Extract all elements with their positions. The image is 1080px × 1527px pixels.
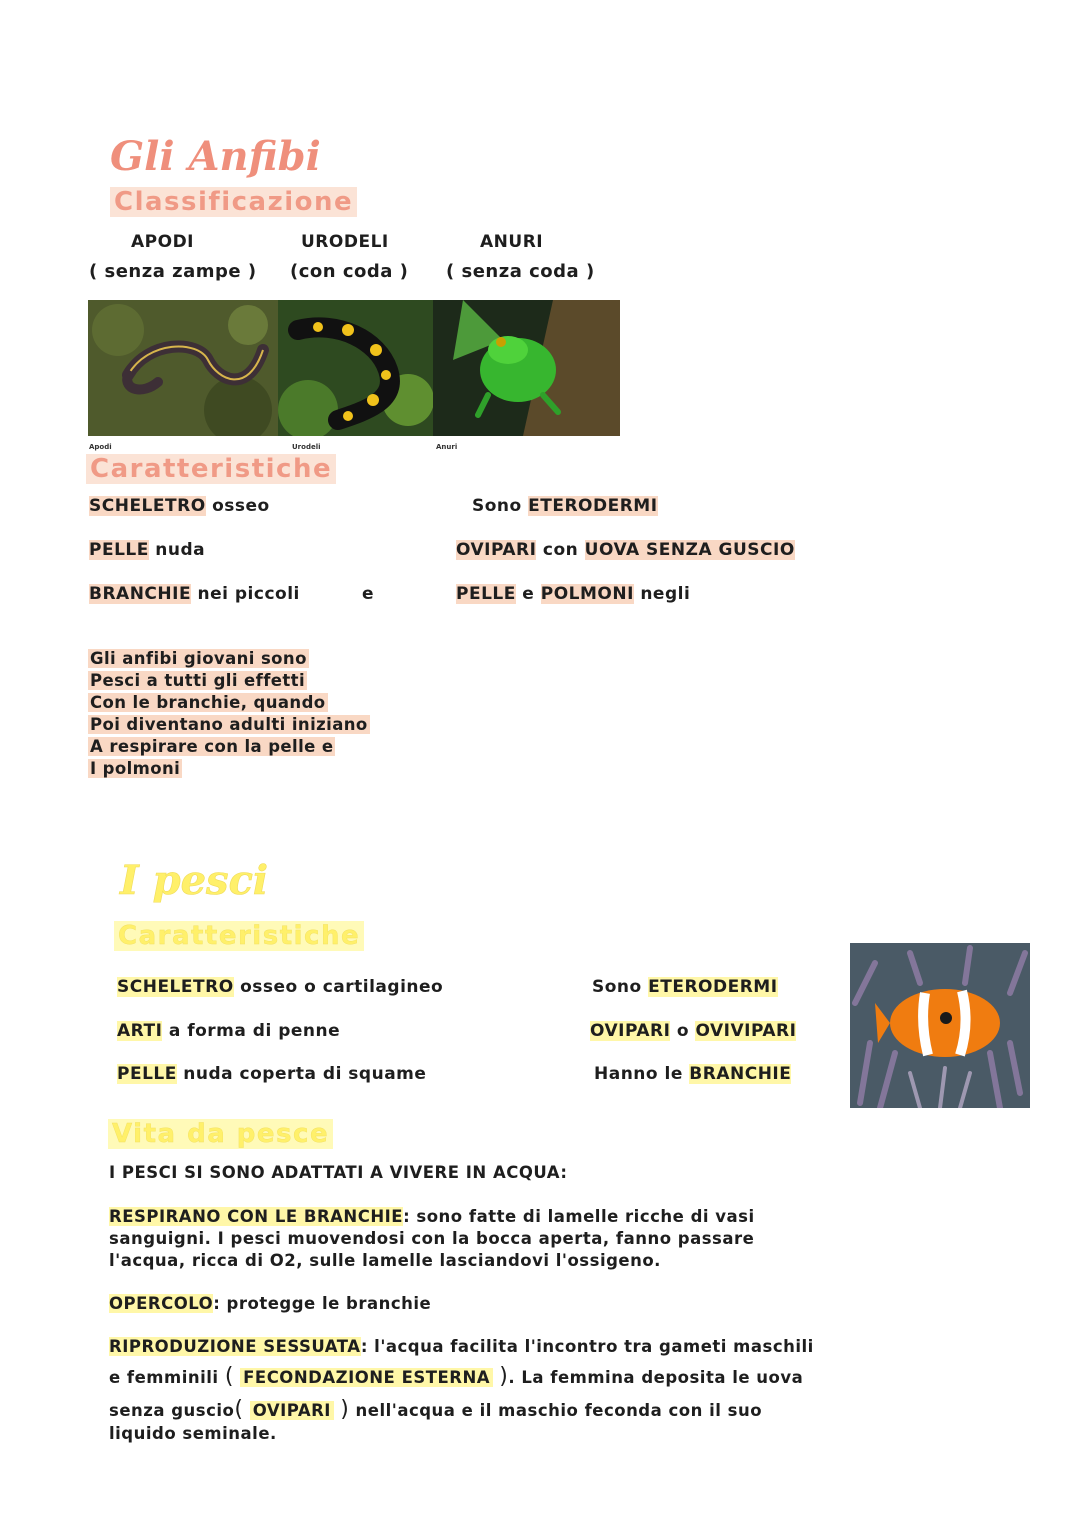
pesci-skin: PELLE nuda coperta di squame	[117, 1064, 427, 1084]
group-name-anuri: ANURI	[480, 232, 544, 252]
pesci-title: I pesci	[120, 857, 269, 904]
paragraph-reproduction-line3: senza guscio( OVIPARI ) nell'acqua e il maschio feconda con il suo	[109, 1397, 763, 1422]
urodeli-photo	[278, 300, 433, 436]
anfibi-gills: BRANCHIE nei piccoli	[89, 584, 300, 604]
paragraph-operculum: OPERCOLO: protegge le branchie	[109, 1294, 432, 1313]
classification-heading: Classificazione	[110, 187, 357, 217]
group-desc-apodi: ( senza zampe )	[89, 261, 257, 282]
pesci-reproduction-type: OVIPARI o OVIVIPARI	[590, 1021, 797, 1041]
life-heading: Vita da pesce	[108, 1119, 333, 1149]
paragraph-breathing: RESPIRANO CON LE BRANCHIE: sono fatte di lamelle ricche di vasi sanguigni. I pesci muovendosi con la bocca aperta, fanno passare l'acqua, ricca di O2, sulle lamelle lasciandovi l'ossigeno.	[109, 1207, 755, 1270]
clownfish-photo	[850, 943, 1030, 1108]
anfibi-characteristics-heading: Caratteristiche	[86, 454, 336, 484]
pesci-gills: Hanno le BRANCHIE	[594, 1064, 792, 1084]
caption-apodi: Apodi	[89, 443, 112, 451]
pesci-heterodermi: Sono ETERODERMI	[592, 977, 778, 997]
anfibi-oviparous: OVIPARI con UOVA SENZA GUSCIO	[456, 540, 795, 560]
group-desc-anuri: ( senza coda )	[446, 261, 595, 282]
caption-anuri: Anuri	[436, 443, 458, 451]
pesci-characteristics-heading: Caratteristiche	[114, 921, 364, 951]
anfibi-conj: e	[362, 584, 375, 604]
anfibi-heterodermi: Sono ETERODERMI	[472, 496, 658, 516]
anfibi-title: Gli Anfibi	[110, 133, 321, 180]
paragraph-reproduction-line4: liquido seminale.	[109, 1424, 277, 1443]
anfibi-skin: PELLE nuda	[89, 540, 206, 560]
paragraph-reproduction-line2: e femminili ( FECONDAZIONE ESTERNA ). La femmina deposita le uova	[109, 1364, 804, 1389]
pesci-intro: I PESCI SI SONO ADATTATI A VIVERE IN ACQUA:	[109, 1163, 568, 1182]
group-name-apodi: APODI	[131, 232, 195, 252]
pesci-limbs: ARTI a forma di penne	[117, 1021, 341, 1041]
paragraph-reproduction-line1: RIPRODUZIONE SESSUATA: l'acqua facilita l'incontro tra gameti maschili	[109, 1337, 814, 1356]
anfibi-note: Gli anfibi giovani sono Pesci a tutti gli effetti Con le branchie, quando Poi diventano adulti iniziano A respirare con la pelle e I polmoni	[90, 649, 368, 778]
apodi-photo	[88, 300, 278, 436]
group-desc-urodeli: (con coda )	[290, 261, 409, 282]
anfibi-lungs: PELLE e POLMONI negli	[456, 584, 691, 604]
caption-urodeli: Urodeli	[292, 443, 321, 451]
anfibi-skeleton: SCHELETRO osseo	[89, 496, 270, 516]
group-name-urodeli: URODELI	[301, 232, 389, 252]
pesci-skeleton: SCHELETRO osseo o cartilagineo	[117, 977, 444, 997]
anuri-photo	[433, 300, 620, 436]
